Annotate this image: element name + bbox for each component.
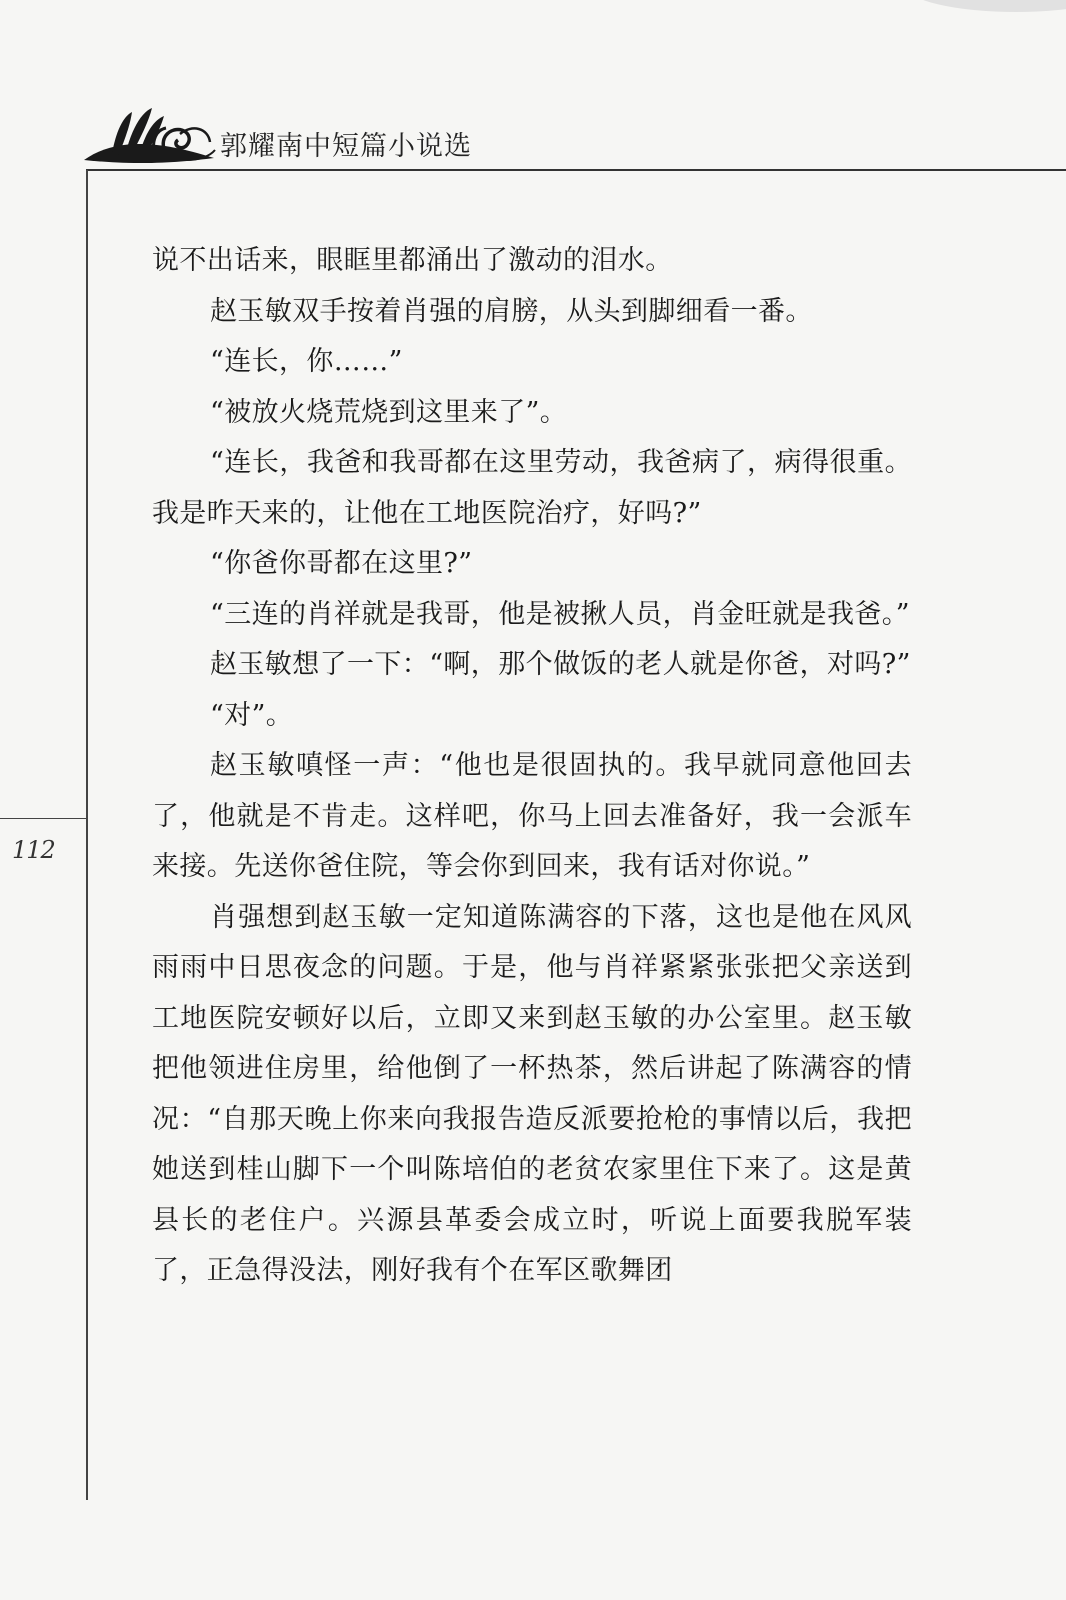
paragraph: 赵玉敏嗔怪一声：“他也是很固执的。我早就同意他回去了，他就是不肯走。这样吧，你马上回去准备好，我一会派车来接。先送你爸住院，等会你到回来，我有话对你说。”	[152, 750, 912, 882]
paragraph: “对”。	[210, 699, 294, 731]
page-edge-shadow	[906, 0, 1066, 12]
page-number: 112	[12, 836, 55, 864]
paragraph: “被放火烧荒烧到这里来了”。	[210, 396, 568, 428]
paragraph: 赵玉敏想了一下：“啊，那个做饭的老人就是你爸，对吗?”	[210, 649, 911, 680]
header-rule	[86, 169, 1066, 171]
paragraph: 肖强想到赵玉敏一定知道陈满容的下落，这也是他在风风雨雨中日思夜念的问题。于是，他与肖祥紧紧张张把父亲送到工地医院安顿好以后，立即又来到赵玉敏的办公室里。赵玉敏把他领进住房里，给他倒了一杯热茶，然后讲起了陈满容的情况：“自那天晚上你来向我报告造反派要抢枪的事情以后，我把她送到桂山脚下一个叫陈培伯的老贫农家里住下来了。这是黄县长的老住户。兴源县革委会成立时，听说上面要我脱军装了，正急得没法，刚好我有个在军区歌舞团	[152, 901, 912, 1286]
paragraph: “连长，你……”	[210, 346, 403, 377]
paragraph: “你爸你哥都在这里?”	[210, 548, 473, 579]
book-title: 郭耀南中短篇小说选	[220, 131, 472, 162]
margin-rule-horizontal	[0, 818, 87, 819]
margin-rule-vertical	[86, 170, 88, 1500]
paragraph: 说不出话来，眼眶里都涌出了激动的泪水。	[152, 245, 673, 276]
paragraph: “连长，我爸和我哥都在这里劳动，我爸病了，病得很重。我是昨天来的，让他在工地医院治疗，好吗?”	[152, 447, 912, 529]
paragraph: 赵玉敏双手按着肖强的肩膀，从头到脚细看一番。	[210, 295, 813, 327]
paragraph: “三连的肖祥就是我哥，他是被揪人员，肖金旺就是我爸。”	[210, 598, 910, 630]
scroll-leaf-ornament-icon	[82, 100, 217, 170]
body-text	[152, 236, 912, 1297]
